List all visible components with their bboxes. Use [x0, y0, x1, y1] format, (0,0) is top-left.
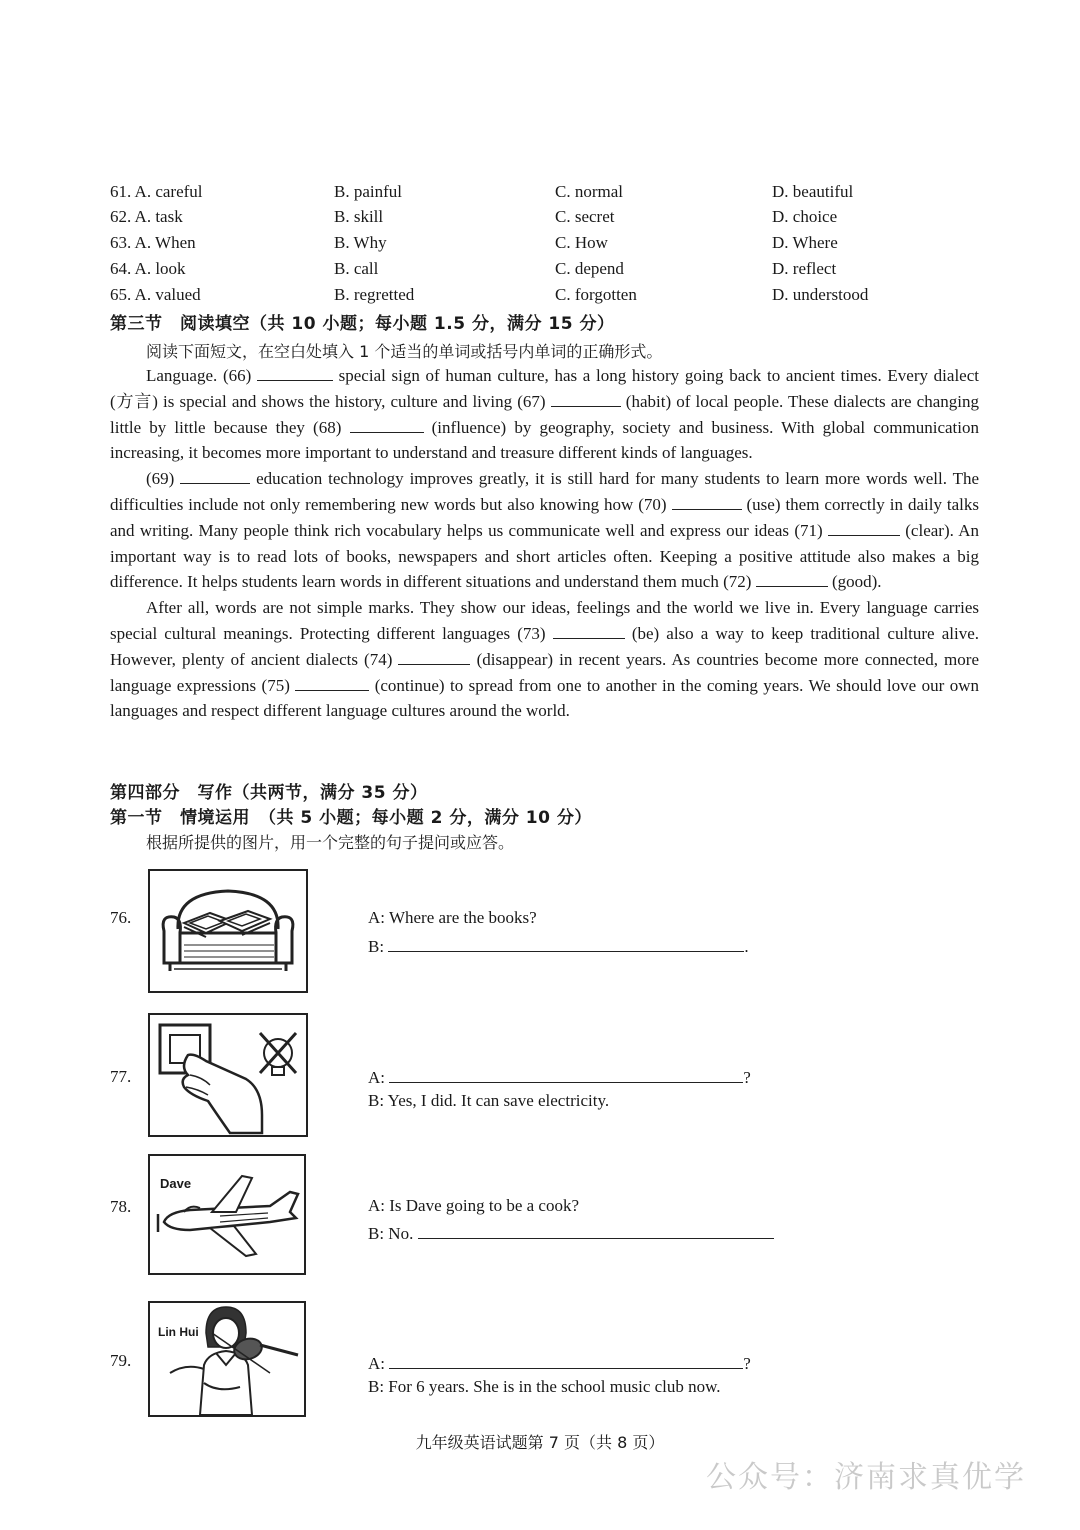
- paragraph-3: After all, words are not simple marks. They show our ideas, feelings and the world we live in. Every language carries special cultural meanings. Protecting different languages (73) (be) also a way to keep traditional culture alive. However, plenty of ancient dialects (74) (disappear) in recent years. As countries become more connected, more language expressions (75) (continue) to spread from one to another in the coming years. We should love our own languages and respect different language cultures around the world.: [110, 598, 979, 721]
- blank-69[interactable]: [180, 467, 250, 484]
- option-a: 63. A. When: [110, 233, 196, 252]
- blank-72[interactable]: [756, 570, 828, 587]
- airplane-icon: [150, 1156, 304, 1273]
- switch-off-light-picture: [148, 1013, 308, 1137]
- option-row-65: [110, 285, 990, 311]
- blank-73[interactable]: [553, 622, 625, 639]
- q79-line-b: B: For 6 years. She is in the school music club now.: [368, 1377, 721, 1396]
- watermark: 公众号：济南求真优学: [706, 1460, 1026, 1495]
- q77-line-a: A: ?: [368, 1068, 751, 1087]
- option-a: 62. A. task: [110, 207, 183, 226]
- question-number-79: 79.: [110, 1351, 132, 1370]
- blank-75[interactable]: [295, 674, 369, 691]
- option-b: B. regretted: [334, 285, 415, 304]
- option-d: D. reflect: [772, 259, 837, 278]
- answer-blank-79[interactable]: [389, 1352, 743, 1369]
- girl-violin-picture: [148, 1301, 306, 1417]
- option-c: C. forgotten: [555, 285, 637, 304]
- sofa-books-picture: [148, 869, 308, 993]
- option-b: B. call: [334, 259, 379, 278]
- light-switch-icon: [150, 1015, 306, 1135]
- option-a: 65. A. valued: [110, 285, 201, 304]
- option-d: D. Where: [772, 233, 838, 252]
- option-b: B. Why: [334, 233, 387, 252]
- paragraph-2: (69) education technology improves greatly, it is still hard for many students to learn more words well. The difficulties include not only remembering new words but also knowing how (70) (use) them correctly in daily talks and writing. Many people think rich vocabulary helps us communicate well and express our ideas (71) (clear). An important way is to read lots of books, newspapers and short articles often. Keeping a positive attitude also makes a big difference. It helps students learn words in different situations and understand them much (72) (good).: [110, 469, 980, 592]
- question-number-78: 78.: [110, 1197, 132, 1216]
- option-c: C. depend: [555, 259, 624, 278]
- blank-66[interactable]: [257, 364, 333, 381]
- picture-caption-dave: Dave: [160, 1176, 192, 1191]
- option-a: 61. A. careful: [110, 182, 203, 201]
- option-c: C. How: [555, 233, 608, 252]
- option-a: 64. A. look: [110, 259, 186, 278]
- question-number-77: 77.: [110, 1067, 132, 1086]
- option-d: D. understood: [772, 285, 869, 304]
- section3-heading: 第三节 阅读填空（共 10 小题；每小题 1.5 分，满分 15 分）: [110, 314, 615, 334]
- q78-line-b: B: No.: [368, 1222, 774, 1244]
- option-c: C. secret: [555, 207, 615, 226]
- answer-blank-78[interactable]: [418, 1222, 774, 1239]
- option-row-61: [110, 182, 990, 208]
- option-d: D. beautiful: [772, 182, 854, 201]
- option-row-62: [110, 207, 990, 233]
- answer-blank-76[interactable]: [388, 935, 744, 952]
- blank-71[interactable]: [828, 519, 900, 536]
- q76-line-b: B: .: [368, 937, 749, 956]
- airplane-picture: [148, 1154, 306, 1275]
- blank-70[interactable]: [672, 493, 742, 510]
- part4-section1-heading: 第一节 情境运用 （共 5 小题；每小题 2 分，满分 10 分）: [110, 808, 592, 828]
- part4-instruction: 根据所提供的图片，用一个完整的句子提问或应答。: [146, 833, 515, 852]
- option-row-64: [110, 259, 990, 285]
- option-d: D. choice: [772, 207, 838, 226]
- q76-line-a: A: Where are the books?: [368, 908, 537, 927]
- blank-68[interactable]: [350, 416, 424, 433]
- q77-line-b: B: Yes, I did. It can save electricity.: [368, 1091, 610, 1110]
- option-row-63: [110, 233, 990, 259]
- option-b: B. skill: [334, 207, 384, 226]
- section3-instruction: 阅读下面短文，在空白处填入 1 个适当的单词或括号内单词的正确形式。: [146, 342, 663, 361]
- blank-74[interactable]: [398, 648, 470, 665]
- option-c: C. normal: [555, 182, 623, 201]
- q78-line-a: A: Is Dave going to be a cook?: [368, 1196, 580, 1215]
- answer-blank-77[interactable]: [389, 1066, 743, 1083]
- blank-67[interactable]: [551, 390, 621, 407]
- reading-passage: [110, 363, 979, 724]
- question-number-76: 76.: [110, 908, 132, 927]
- part4-heading: 第四部分 写作（共两节，满分 35 分）: [110, 783, 428, 803]
- paragraph-1: Language. (66) special sign of human culture, has a long history going back to ancient times. Every dialect (方言) is special and shows the history, culture and living (67) (habit) of local people. These dialects are changing little by little because they (68) (influence) by geography, society and business. With global communication increasing, it becomes more important to understand and treasure different kinds of languages.: [110, 366, 979, 463]
- violin-icon: [150, 1303, 304, 1415]
- sofa-icon: [150, 871, 306, 991]
- picture-caption-lin-hui: Lin Hui: [158, 1325, 199, 1339]
- option-b: B. painful: [334, 182, 402, 201]
- q79-line-a: A: ?: [368, 1354, 751, 1373]
- page-footer: 九年级英语试题第 7 页（共 8 页）: [415, 1433, 665, 1452]
